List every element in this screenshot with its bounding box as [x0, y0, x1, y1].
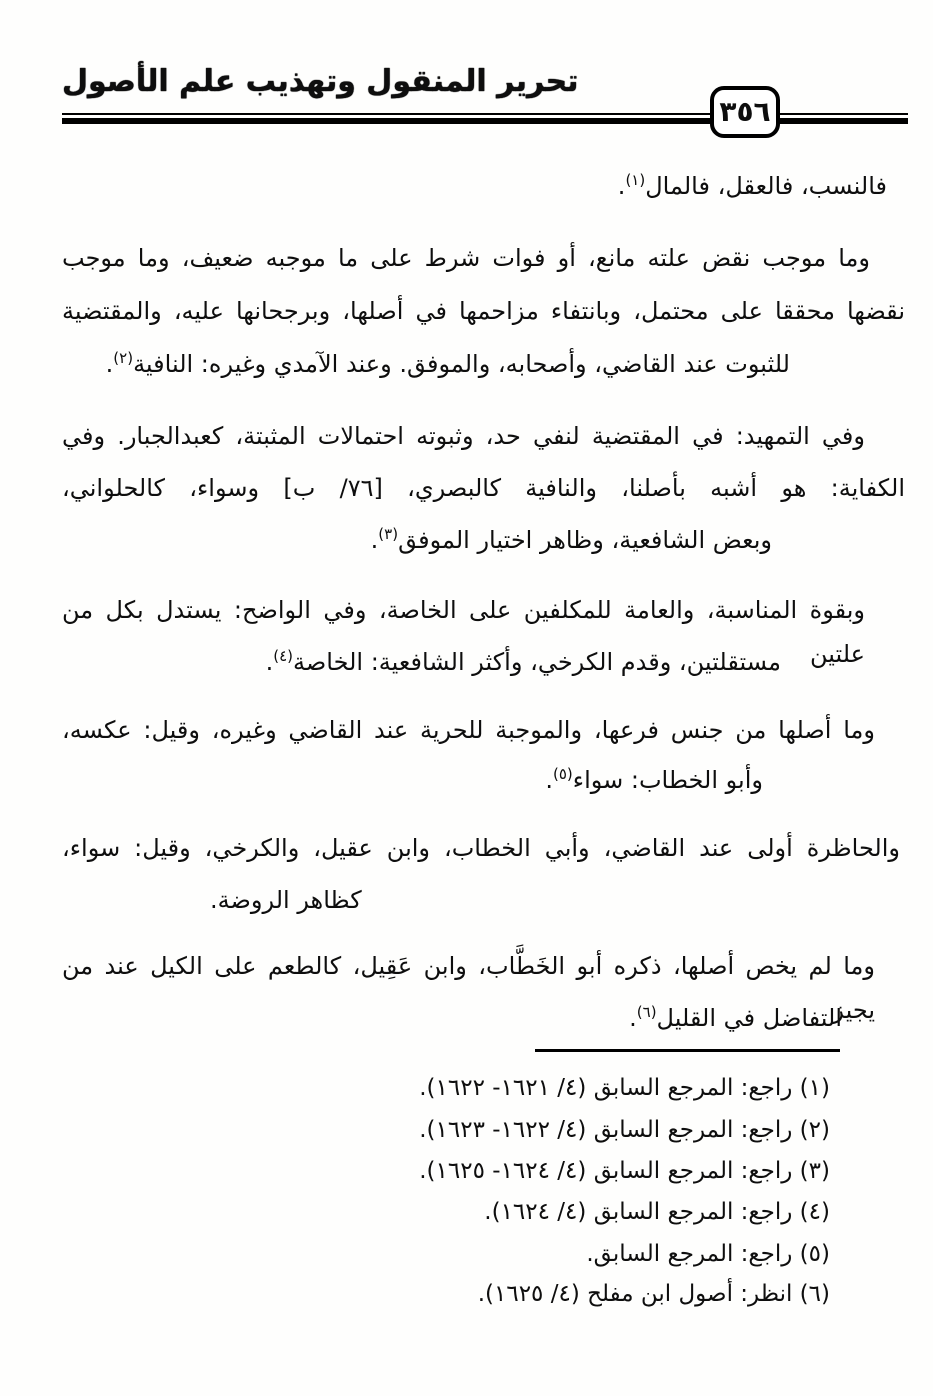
line-text: الكفاية: هو أشبه بأصلنا، والنافية كالبصري، [٧٦/ ب] وسواء، كالحلواني،	[62, 474, 905, 502]
line-text: وما موجب نقض علته مانع، أو فوات شرط على ما موجبه ضعيف، وما موجب	[62, 244, 870, 272]
body-line	[62, 758, 905, 802]
body-line	[62, 342, 905, 386]
header-rule-thin	[62, 113, 908, 115]
body-line	[62, 414, 905, 458]
footnote-item: (٢) راجع: المرجع السابق (٤/ ١٦٢٢- ١٦٢٣).	[419, 1117, 830, 1143]
line-text: للثبوت عند القاضي، وأصحابه، والموفق. وعند الآمدي وغيره: النافية	[133, 350, 790, 378]
footnote-marker: (٦)	[636, 1003, 657, 1021]
body-line	[62, 640, 905, 684]
body-line	[62, 466, 905, 510]
footnote-item: (٥) راجع: المرجع السابق.	[586, 1241, 830, 1267]
body-line	[62, 518, 905, 562]
line-text: .	[545, 766, 553, 794]
footnote-marker: (٥)	[553, 765, 573, 783]
footnote-item: (٣) راجع: المرجع السابق (٤/ ١٦٢٤- ١٦٢٥).	[419, 1158, 830, 1184]
body-line	[62, 289, 905, 333]
footnote-item: (٦) انظر: أصول ابن مفلح (٤/ ١٦٢٥).	[477, 1281, 830, 1307]
line-text: .	[265, 648, 274, 676]
book-title: تحرير المنقول وتهذيب علم الأصول	[62, 64, 579, 99]
line-text: وما أصلها من جنس فرعها، والموجبة للحرية عند القاضي وغيره، وقيل: عكسه،	[62, 716, 875, 744]
footnote-marker: (٤)	[273, 647, 294, 665]
footnote-item: (١) راجع: المرجع السابق (٤/ ١٦٢١- ١٦٢٢).	[419, 1075, 830, 1101]
header-rule-thick	[62, 118, 908, 124]
body-line	[62, 164, 905, 208]
line-text: وبقوة المناسبة، والعامة للمكلفين على الخاصة، وفي الواضح: يستدل بكل من علتين	[62, 596, 865, 668]
body-line	[62, 996, 905, 1040]
body-line	[62, 878, 905, 922]
line-text: وأبو الخطاب: سواء	[572, 766, 763, 794]
body-line	[62, 826, 905, 870]
line-text: وفي التمهيد: في المقتضية لنفي حد، وثبوته احتمالات المثبتة، كعبدالجبار. وفي	[62, 422, 865, 450]
body-line	[62, 708, 905, 752]
line-text: نقضها محققا على محتمل، وبانتفاء مزاحمها في أصلها، وبرجحانها عليه، والمقتضية	[62, 297, 905, 325]
line-text: فالنسب، فالعقل، فالمال	[645, 172, 887, 200]
line-text: وما لم يخص أصلها، ذكره أبو الخَطَّاب، وابن عَقِيل، كالطعم على الكيل عند من يجيز	[62, 952, 875, 1024]
footnote-marker: (٢)	[113, 349, 134, 367]
line-text: .	[370, 526, 379, 554]
footnote-marker: (١)	[625, 171, 646, 189]
line-text: .	[617, 172, 626, 200]
line-text: .	[629, 1004, 637, 1032]
line-text: كظاهر الروضة.	[210, 886, 362, 914]
page-number: ٣٥٦	[719, 95, 771, 128]
footnote-separator	[535, 1049, 840, 1052]
body-line	[62, 236, 905, 280]
page-number-box	[710, 86, 780, 138]
line-text: التفاضل في القليل	[656, 1004, 842, 1032]
line-text: والحاظرة أولى عند القاضي، وأبي الخطاب، وابن عقيل، والكرخي، وقيل: سواء،	[62, 834, 900, 862]
line-text: وبعض الشافعية، وظاهر اختيار الموفق	[398, 526, 772, 554]
footnote-item: (٤) راجع: المرجع السابق (٤/ ١٦٢٤).	[484, 1199, 830, 1225]
line-text: مستقلتين، وقدم الكرخي، وأكثر الشافعية: الخاصة	[293, 648, 781, 676]
footnote-marker: (٣)	[378, 525, 399, 543]
line-text: .	[105, 350, 114, 378]
